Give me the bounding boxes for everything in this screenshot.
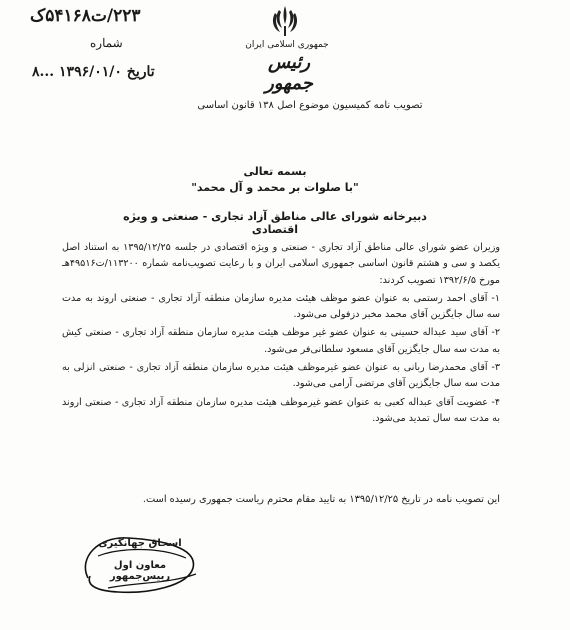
reference-date: تاریخ ۱۳۹۶/۰۱/۰ ...۸ — [32, 64, 155, 80]
bismillah: بسمه تعالی — [243, 165, 307, 178]
document-body — [62, 240, 500, 427]
signature-block — [68, 528, 208, 600]
header-country: جمهوری اسلامی ایران — [245, 40, 329, 50]
signatory-title: معاون اول رییس‌جمهور — [109, 560, 171, 582]
header-office: رئیس جمهور — [265, 52, 313, 94]
reference-number: ۲۲۳/ت۵۴۱۶۸ک — [30, 6, 141, 26]
closing-statement: این تصویب نامه در تاریخ ۱۳۹۵/۱۲/۲۵ به تایید مقام محترم ریاست جمهوری رسیده است. — [142, 494, 500, 505]
salavat: "با صلوات بر محمد و آل محمد" — [191, 181, 359, 194]
iran-emblem-icon — [270, 4, 300, 38]
resolution-item-2: ۲- آقای سید عبداله حسینی به عنوان عضو غیر موظف هیئت مدیره سازمان منطقه آزاد تجاری - صنعتی کیش به مدت سه سال جایگزین آقای مسعود سلطانی‌فر می‌شود. — [62, 327, 500, 355]
resolution-item-3: ۳- آقای محمدرضا ربانی به عنوان عضو غیرموظف هیئت مدیره سازمان منطقه آزاد تجاری - صنعتی انزلی به مدت سه سال جایگزین آقای مرتضی آرامی می‌شود. — [62, 362, 500, 390]
signatory-name: اسحاق جهانگیری — [98, 538, 182, 549]
reference-number-label: شماره — [90, 36, 123, 50]
intro-paragraph: وزیران عضو شورای عالی مناطق آزاد تجاری - صنعتی و ویژه اقتصادی در جلسه ۱۳۹۵/۱۲/۲۵ به استناد اصل یکصد و سی و هشتم قانون اساسی جمهوری اسلامی ایران و با رعایت تصویب‌نامه شماره ۱۱۳۲۰۰/ت۴۹۵۱۶هـ مورخ ۱۳۹۲/۶/۵ تصویب کردند: — [62, 242, 500, 286]
header-subtitle: تصویب نامه کمیسیون موضوع اصل ۱۳۸ قانون اساسی — [197, 100, 423, 111]
addressee-heading: دبیرخانه شورای عالی مناطق آزاد تجاری - صنعتی و ویژه اقتصادی — [123, 210, 427, 236]
resolution-item-4: ۴- عضویت آقای عبداله کعبی به عنوان عضو غیرموظف هیئت مدیره سازمان منطقه آزاد تجاری - صنعتی اروند به مدت سه سال تمدید می‌شود. — [62, 396, 500, 424]
resolution-item-1: ۱- آقای احمد رستمی به عنوان عضو موظف هیئت مدیره سازمان منطقه آزاد تجاری - صنعتی اروند به مدت سه سال جایگزین آقای محمد مخبر دزفولی می‌شود. — [62, 292, 500, 321]
